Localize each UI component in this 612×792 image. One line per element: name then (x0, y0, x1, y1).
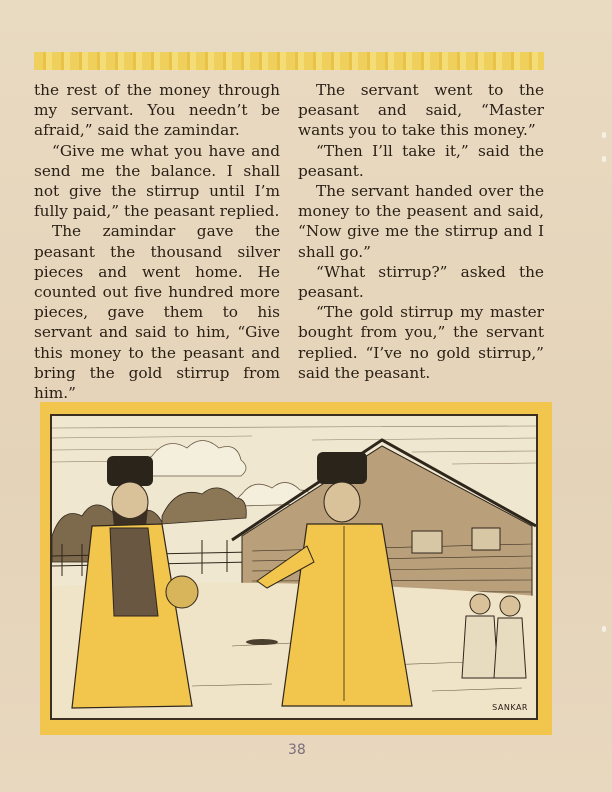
illustration (50, 414, 538, 720)
paragraph: The servant handed over the money to the peasent and said, “Now give me the stirrup and I shall go.” (298, 182, 544, 261)
paragraph: “Give me what you have and send me the balance. I shall not give the stirrup until I’m fully paid,” the peasant replied. (34, 141, 280, 221)
paragraph: The zamindar gave the peasant the thousand silver pieces and went home. He counted out five hundred more pieces, gave them to his servant and said to him, “Give this money to the peasant and bring the gold stirrup from him.” (34, 222, 280, 403)
edge-mark (602, 132, 606, 138)
illustration-drawing (52, 416, 536, 718)
text-column-left (34, 80, 280, 403)
text-column-right (298, 80, 544, 383)
cloud (142, 441, 246, 477)
paragraph: “Then I’ll take it,” said the peasant. (298, 141, 544, 180)
paragraph: The servant went to the peasant and said, “Master wants you to take this money.” (298, 81, 544, 140)
puddle (246, 639, 278, 645)
man-left (72, 456, 198, 708)
edge-mark (602, 626, 606, 632)
paragraph: the rest of the money through my servant. You needn’t be afraid,” said the zamindar. (34, 81, 280, 140)
edge-mark (602, 156, 606, 162)
paragraph: “What stirrup?” asked the peasant. (298, 262, 544, 302)
paragraph: “The gold stirrup my master bought from you,” the servant replied. “I’ve no gold stirrup,” said the peasant. (298, 303, 544, 382)
page-number: 38 (288, 742, 306, 758)
artist-signature: SANKAR (492, 703, 528, 712)
decorative-border-strip (34, 52, 544, 70)
trees (162, 488, 246, 524)
